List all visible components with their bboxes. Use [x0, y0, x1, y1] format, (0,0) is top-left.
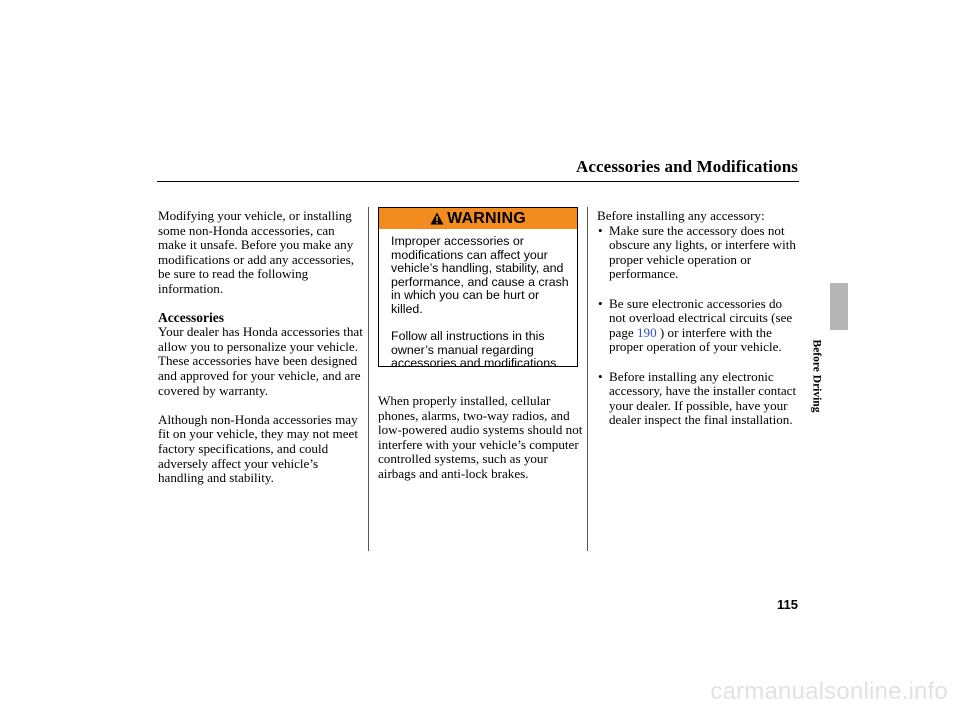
column-divider-1 — [368, 207, 369, 551]
list-item — [597, 370, 802, 428]
accessories-heading: Accessories — [158, 309, 224, 325]
page-reference-link[interactable]: 190 — [637, 324, 657, 340]
bullet-icon: • — [598, 295, 603, 311]
intro-paragraph: Modifying your vehicle, or installing some non-Honda accessories, can make it unsafe. Before you make any modifications or add any accessories, be sure to read the following information. — [158, 208, 354, 296]
section-side-label — [806, 336, 826, 416]
column-3 — [597, 209, 802, 428]
warning-paragraph-2: Follow all instructions in this owner’s manual regarding accessories and modifications. — [391, 329, 560, 371]
bullet-text-end: ) or interfere with the proper operation of your vehicle. — [609, 324, 782, 355]
header-rule — [157, 181, 799, 182]
bullet-icon: • — [598, 368, 603, 384]
list-item — [597, 297, 802, 355]
accessories-paragraph: Your dealer has Honda accessories that allow you to personalize your vehicle. These accessories have been designed and approved for your vehicle, and are covered by warranty. — [158, 324, 363, 398]
section-label-text: Before Driving — [810, 339, 822, 413]
bullet-text: Before installing any electronic accessory, have the installer contact your dealer. If possible, have your dealer inspect the final installation. — [609, 368, 797, 428]
warning-triangle-icon — [430, 212, 444, 225]
before-installing-intro: Before installing any accessory: — [597, 208, 765, 223]
list-item — [597, 224, 802, 282]
warning-box — [378, 207, 578, 371]
column-2 — [378, 394, 583, 482]
column-1 — [158, 209, 363, 486]
page-number: 115 — [777, 597, 798, 612]
section-tab-marker — [830, 283, 848, 330]
bullet-text: Make sure the accessory does not obscure any lights, or interfere with proper vehicle operation or performance. — [609, 222, 796, 282]
bullet-text-start: Be sure electronic accessories do not overload electrical circuits (see page — [609, 295, 793, 340]
page-title: Accessories and Modifications — [576, 157, 798, 176]
column-divider-2 — [587, 207, 588, 551]
warning-body — [391, 235, 573, 371]
watermark: carmanualsonline.info — [710, 678, 948, 705]
non-honda-paragraph: Although non-Honda accessories may fit on your vehicle, they may not meet factory specifications, and could adversely affect your vehicle’s handling and stability. — [158, 411, 358, 486]
warning-label: WARNING — [447, 209, 526, 227]
bullet-icon: • — [598, 222, 603, 238]
electronics-paragraph: When properly installed, cellular phones, alarms, two-way radios, and low-powered audio systems should not interfere with your vehicle’s computer controlled systems, such as your airbags and anti-lock brakes. — [378, 393, 583, 481]
precaution-list — [597, 224, 802, 428]
warning-banner — [379, 208, 577, 229]
warning-paragraph-1: Improper accessories or modifications can affect your vehicle’s handling, stability, and performance, and cause a crash in which you can be hurt or killed. — [391, 234, 569, 316]
